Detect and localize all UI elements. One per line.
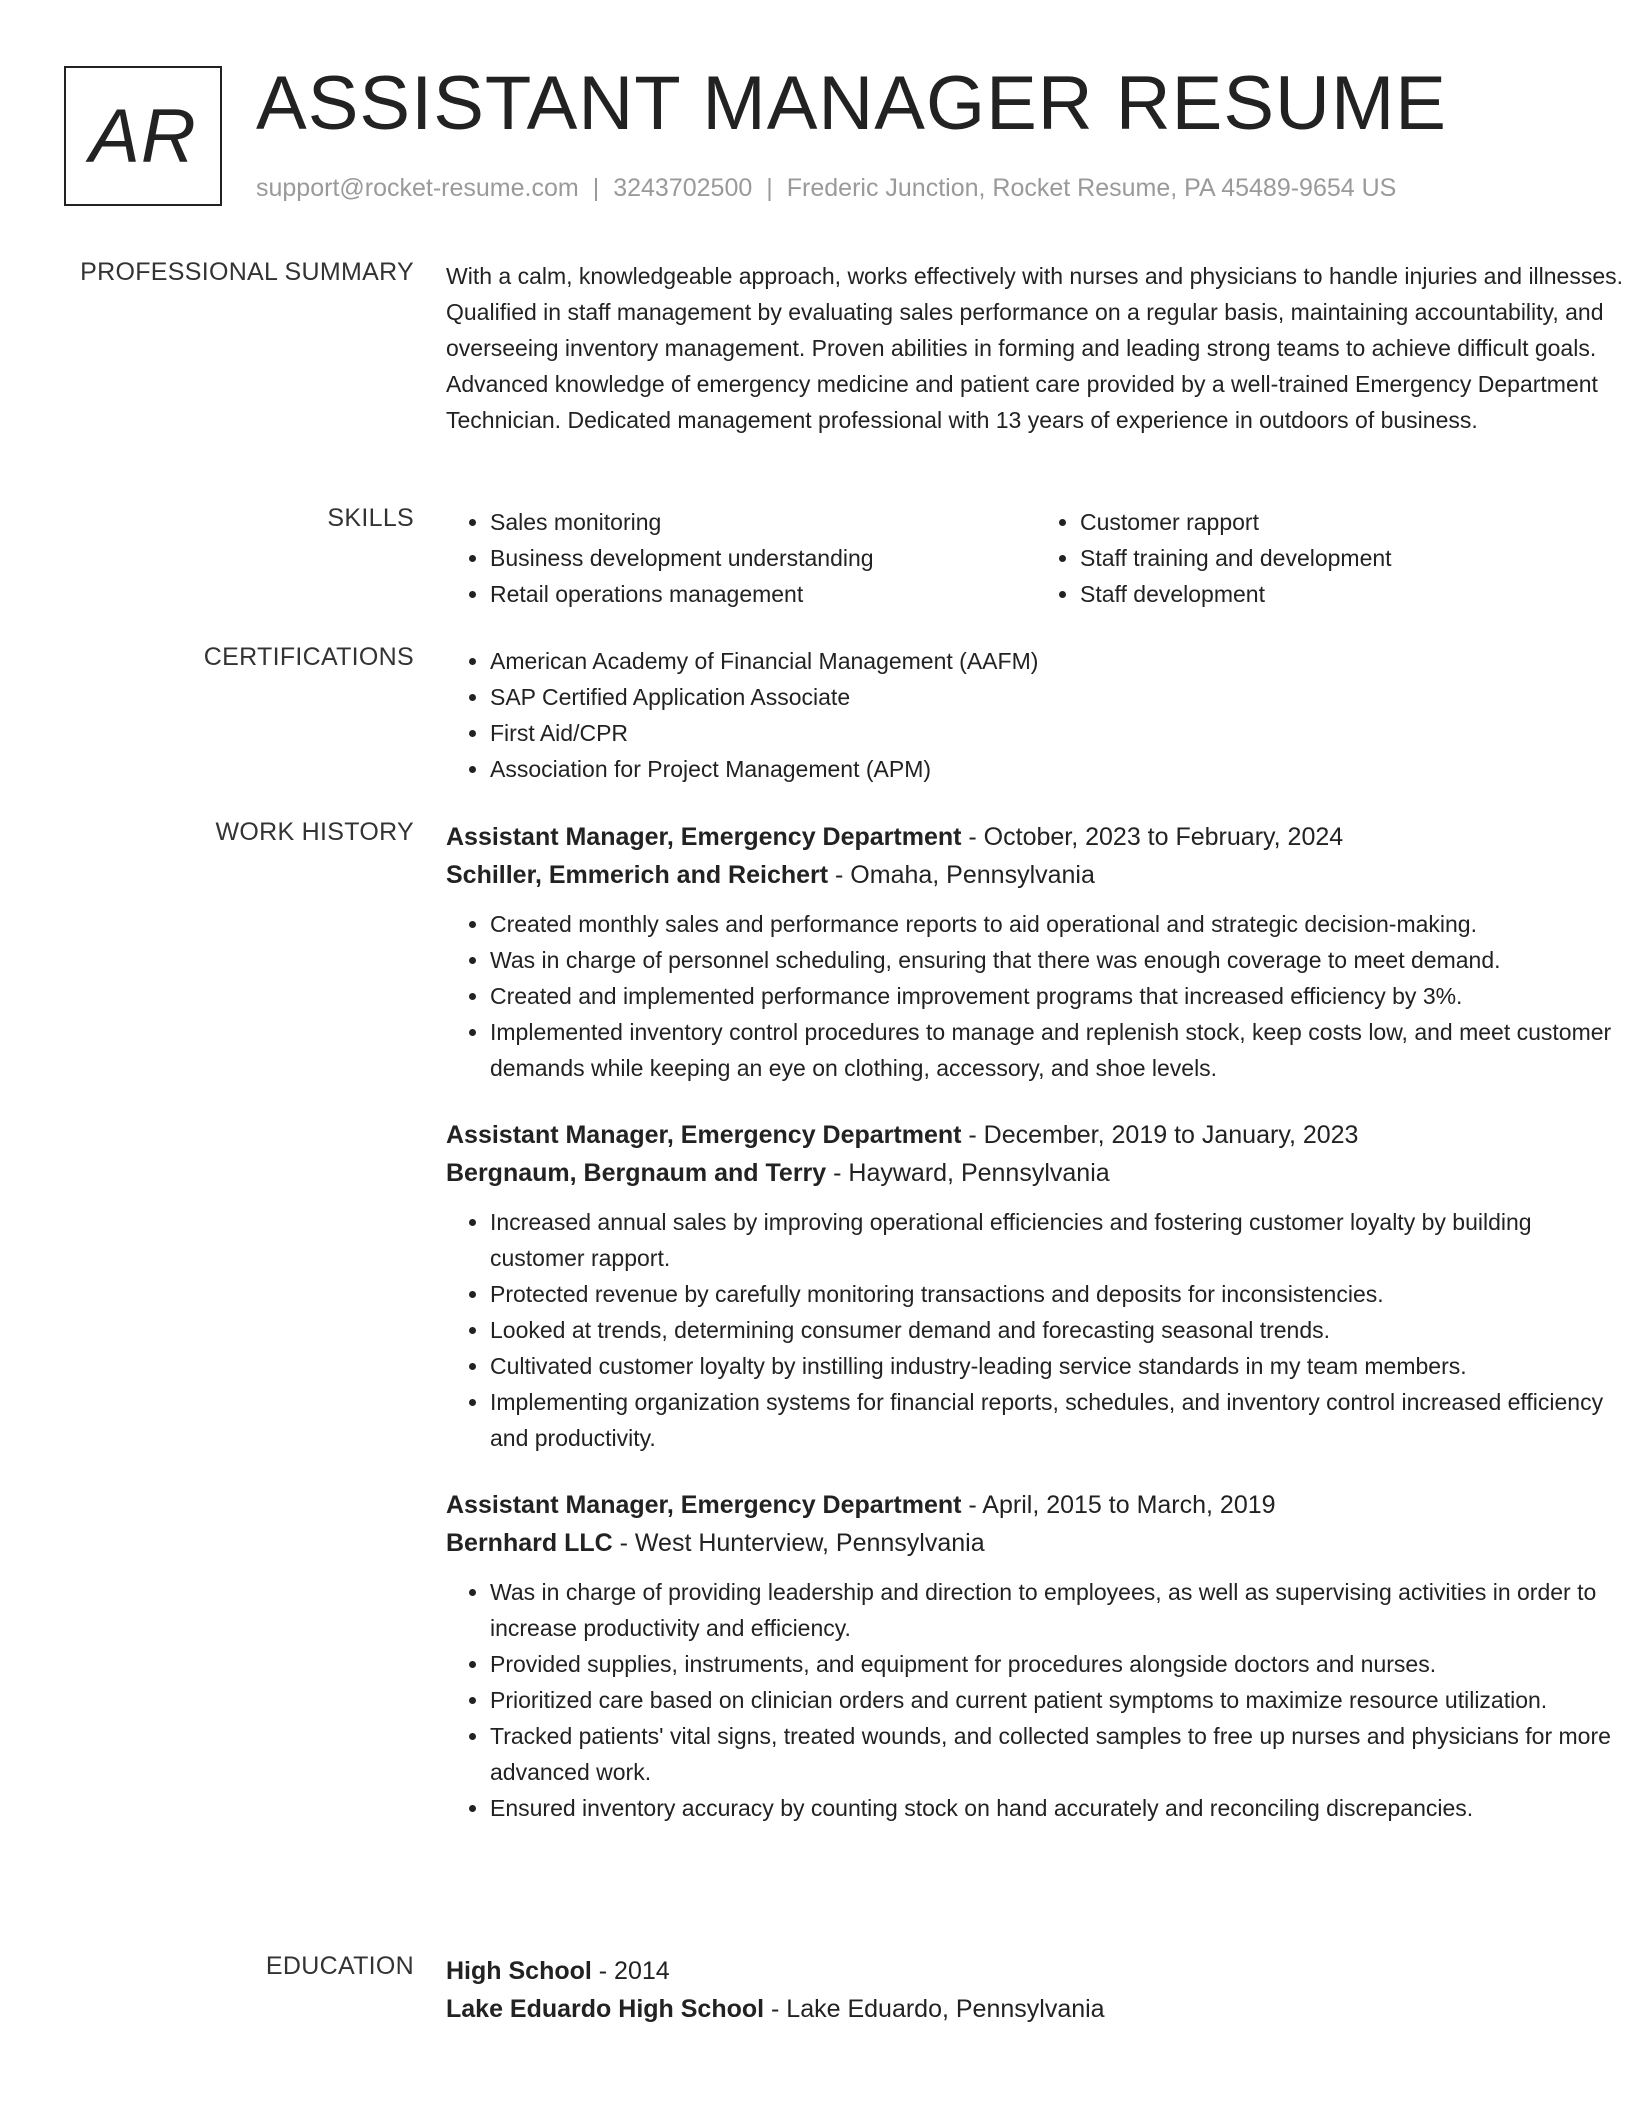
certifications-label: CERTIFICATIONS <box>203 643 414 671</box>
skill-item: • Staff training and development <box>1080 540 1626 576</box>
certification-item: • First Aid/CPR <box>490 715 1626 751</box>
job-title-line <box>446 1486 1626 1524</box>
job-bullet: • Created monthly sales and performance reports to aid operational and strategic decision-making. <box>490 906 1626 942</box>
job-bullet: • Implemented inventory control procedures to manage and replenish stock, keep costs low, and meet customer demands while keeping an eye on clothing, accessory, and shoe levels. <box>490 1014 1626 1086</box>
job-bullet: • Ensured inventory accuracy by counting stock on hand accurately and reconciling discrepancies. <box>490 1790 1626 1826</box>
job-title: Assistant Manager, Emergency Department <box>446 1121 962 1149</box>
resume-header <box>64 61 1568 216</box>
education-label: EDUCATION <box>265 1952 414 1980</box>
monogram-initials: AR <box>89 93 197 179</box>
job-bullets <box>446 906 1626 1086</box>
job-title: Assistant Manager, Emergency Department <box>446 1491 962 1519</box>
job-company: Bernhard LLC <box>446 1529 613 1557</box>
job-entry <box>446 1486 1626 1826</box>
job-bullet: • Was in charge of providing leadership and direction to employees, as well as supervising activities in order to increase productivity and efficiency. <box>490 1574 1626 1646</box>
certification-item: • Association for Project Management (APM) <box>490 751 1626 787</box>
certification-item: • SAP Certified Application Associate <box>490 679 1626 715</box>
work-history-body <box>446 818 1626 1856</box>
job-dates: - October, 2023 to February, 2024 <box>961 823 1344 851</box>
summary-text: With a calm, knowledgeable approach, works effectively with nurses and physicians to handle injuries and illnesses. Qualified in staff management by evaluating sales performance on a regular basis, maintaining accountability, and overseeing inventory management. Proven abilities in forming and leading strong teams to achieve difficult goals. Advanced knowledge of emergency medicine and patient care provided by a well-trained Emergency Department Technician. Dedicated management professional with 13 years of experience in outdoors of business. <box>446 263 1624 433</box>
job-title-line <box>446 818 1626 856</box>
skill-item: • Customer rapport <box>1080 504 1626 540</box>
education-degree-line <box>446 1952 1626 1990</box>
job-entry <box>446 1116 1626 1456</box>
job-bullet: • Looked at trends, determining consumer demand and forecasting seasonal trends. <box>490 1312 1626 1348</box>
resume-title: ASSISTANT MANAGER RESUME <box>256 61 1447 146</box>
job-company-line <box>446 1524 1626 1562</box>
contact-address: Frederic Junction, Rocket Resume, PA 45489-9654 US <box>786 174 1397 202</box>
job-bullet: • Protected revenue by carefully monitoring transactions and deposits for inconsistencies. <box>490 1276 1626 1312</box>
skill-item: • Business development understanding <box>490 540 1036 576</box>
job-bullet: • Provided supplies, instruments, and equipment for procedures alongside doctors and nurses. <box>490 1646 1626 1682</box>
job-bullet: • Increased annual sales by improving operational efficiencies and fostering customer loyalty by building customer rapport. <box>490 1204 1626 1276</box>
job-dates: - April, 2015 to March, 2019 <box>961 1491 1276 1519</box>
education-location: - Lake Eduardo, Pennsylvania <box>764 1995 1105 2023</box>
contact-separator: | <box>592 174 600 202</box>
skills-list-left <box>446 504 1036 612</box>
skills-list-right <box>1036 504 1626 612</box>
job-dates: - December, 2019 to January, 2023 <box>961 1121 1359 1149</box>
contact-line <box>256 174 1396 203</box>
job-entry <box>446 818 1626 1086</box>
education-school-line <box>446 1990 1626 2028</box>
monogram-box <box>64 66 222 206</box>
education-degree: High School <box>446 1957 592 1985</box>
summary-label: PROFESSIONAL SUMMARY <box>80 258 414 286</box>
job-bullet: • Was in charge of personnel scheduling, ensuring that there was enough coverage to meet demand. <box>490 942 1626 978</box>
job-location: - Hayward, Pennsylvania <box>826 1159 1110 1187</box>
certification-item: • American Academy of Financial Management (AAFM) <box>490 643 1626 679</box>
job-company: Schiller, Emmerich and Reichert <box>446 861 829 889</box>
skills-label: SKILLS <box>327 504 414 532</box>
job-title-line <box>446 1116 1626 1154</box>
skill-item: • Sales monitoring <box>490 504 1036 540</box>
skills-grid <box>446 504 1626 612</box>
certifications-list <box>446 643 1626 787</box>
job-bullet: • Cultivated customer loyalty by instilling industry-leading service standards in my team members. <box>490 1348 1626 1384</box>
job-location: - Omaha, Pennsylvania <box>828 861 1095 889</box>
skill-item: • Staff development <box>1080 576 1626 612</box>
job-location: - West Hunterview, Pennsylvania <box>612 1529 985 1557</box>
contact-phone[interactable]: 3243702500 <box>613 174 753 202</box>
job-company: Bergnaum, Bergnaum and Terry <box>446 1159 827 1187</box>
skill-item: • Retail operations management <box>490 576 1036 612</box>
job-title: Assistant Manager, Emergency Department <box>446 823 962 851</box>
contact-email[interactable]: support@rocket-resume.com <box>256 174 579 202</box>
certifications-body <box>446 643 1626 787</box>
education-year: - 2014 <box>591 1957 670 1985</box>
education-body <box>446 1952 1626 2028</box>
contact-separator: | <box>766 174 773 202</box>
job-bullets <box>446 1204 1626 1456</box>
education-school: Lake Eduardo High School <box>446 1995 765 2023</box>
job-bullet: • Implementing organization systems for financial reports, schedules, and inventory control increased efficiency and productivity. <box>490 1384 1626 1456</box>
job-bullet: • Created and implemented performance improvement programs that increased efficiency by 3%. <box>490 978 1626 1014</box>
job-bullet: • Tracked patients' vital signs, treated wounds, and collected samples to free up nurses and physicians for more advanced work. <box>490 1718 1626 1790</box>
job-bullets <box>446 1574 1626 1826</box>
job-bullet: • Prioritized care based on clinician orders and current patient symptoms to maximize resource utilization. <box>490 1682 1626 1718</box>
work-history-label: WORK HISTORY <box>215 818 414 846</box>
job-company-line <box>446 856 1626 894</box>
job-company-line <box>446 1154 1626 1192</box>
